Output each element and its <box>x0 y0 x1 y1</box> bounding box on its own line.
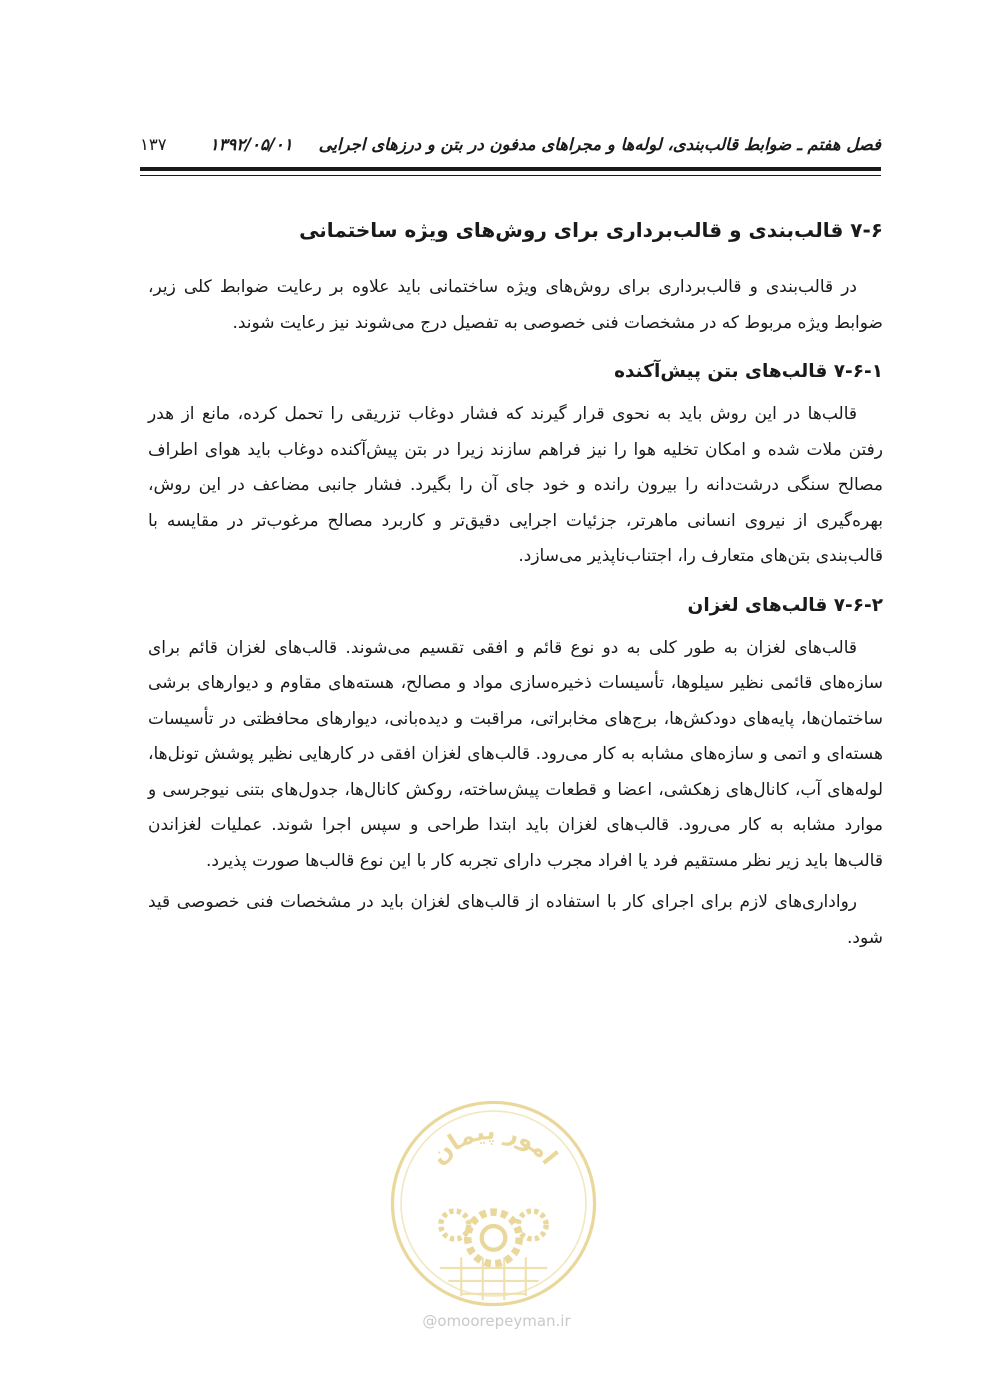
paragraph: رواداری‌های لازم برای اجرای کار با استفاده از قالب‌های لغزان باید در مشخصات فنی خصوصی قید شود. <box>148 892 883 948</box>
paragraph: قالب‌های لغزان به طور کلی به دو نوع قائم و افقی تقسیم می‌شوند. قالب‌های لغزان قائم برای سازه‌های قائمی نظیر سیلوها، تأسیسات ذخیره‌سازی مواد و مصالح، هسته‌های مقاوم و دیوارهای برشی ساختمان‌ها، پایه‌های دودکش‌ها، برج‌های مخابراتی، مراقبت و دیده‌بانی، دیوارهای محافظتی در تأسیسات هسته‌ای و اتمی و سازه‌های مشابه به کار می‌رود. قالب‌های لغزان افقی در کارهایی نظیر پوشش تونل‌ها، لوله‌های آب، کانال‌های زهکشی، اعضا و قطعات پیش‌ساخته، روکش کانال‌ها، جدول‌های بتنی نیوجرسی و موارد مشابه به کار می‌رود. قالب‌های لغزان باید ابتدا طراحی و سپس اجرا شوند. عملیات لغزاندن قالب‌ها باید زیر نظر مستقیم فرد یا افراد مجرب دارای تجربه کار با این نوع قالب‌ها صورت پذیرد. <box>148 637 883 871</box>
watermark-logo-icon <box>386 1096 601 1311</box>
header-rule-thick <box>140 167 881 171</box>
subsection-heading: ۷-۶-۱ قالب‌های بتن پیش‌آکنده <box>614 361 883 382</box>
watermark-logo-text: امور پیمان <box>424 1116 564 1170</box>
subsection-heading: ۷-۶-۲ قالب‌های لغزان <box>687 594 883 616</box>
running-header <box>140 126 881 162</box>
chapter-title: فصل هفتم ـ ضوابط قالب‌بندی، لوله‌ها و مجراهای مدفون در بتن و درزهای اجرایی <box>318 134 881 154</box>
header-date: ۱۳۹۲/۰۵/۰۱ <box>209 134 293 154</box>
paragraph: قالب‌ها در این روش باید به نحوی قرار گیرند که فشار دوغاب تزریقی را تحمل کرده، مانع از هدر رفتن ملات شده و امکان تخلیه هوا را نیز فراهم سازند زیرا در بتن پیش‌آکنده دوغاب باید هوای اطراف مصالح سنگی درشت‌دانه را بیرون رانده و خود جای آن را بگیرد. فشار جانبی مضاعف در این روش، بهره‌گیری از نیروی انسانی ماهرتر، جزئیات اجرایی دقیق‌تر و کاربرد مصالح مرغوب‌تر در مقایسه با قالب‌بندی بتن‌های متعارف را، اجتناب‌ناپذیر می‌سازد. <box>148 404 883 566</box>
section-heading: ۷-۶ قالب‌بندی و قالب‌برداری برای روش‌های ویژه ساختمانی <box>299 218 883 242</box>
watermark-site: @omoorepeyman.ir <box>422 1312 571 1330</box>
page-number: ۱۳۷ <box>140 134 167 154</box>
page-content <box>148 210 883 956</box>
header-rule-thin <box>140 175 881 176</box>
paragraph: در قالب‌بندی و قالب‌برداری برای روش‌های ویژه ساختمانی باید علاوه بر رعایت ضوابط کلی زیر، ضوابط ویژه مربوط که در مشخصات فنی خصوصی به تفصیل درج می‌شوند نیز رعایت شوند. <box>148 277 883 333</box>
